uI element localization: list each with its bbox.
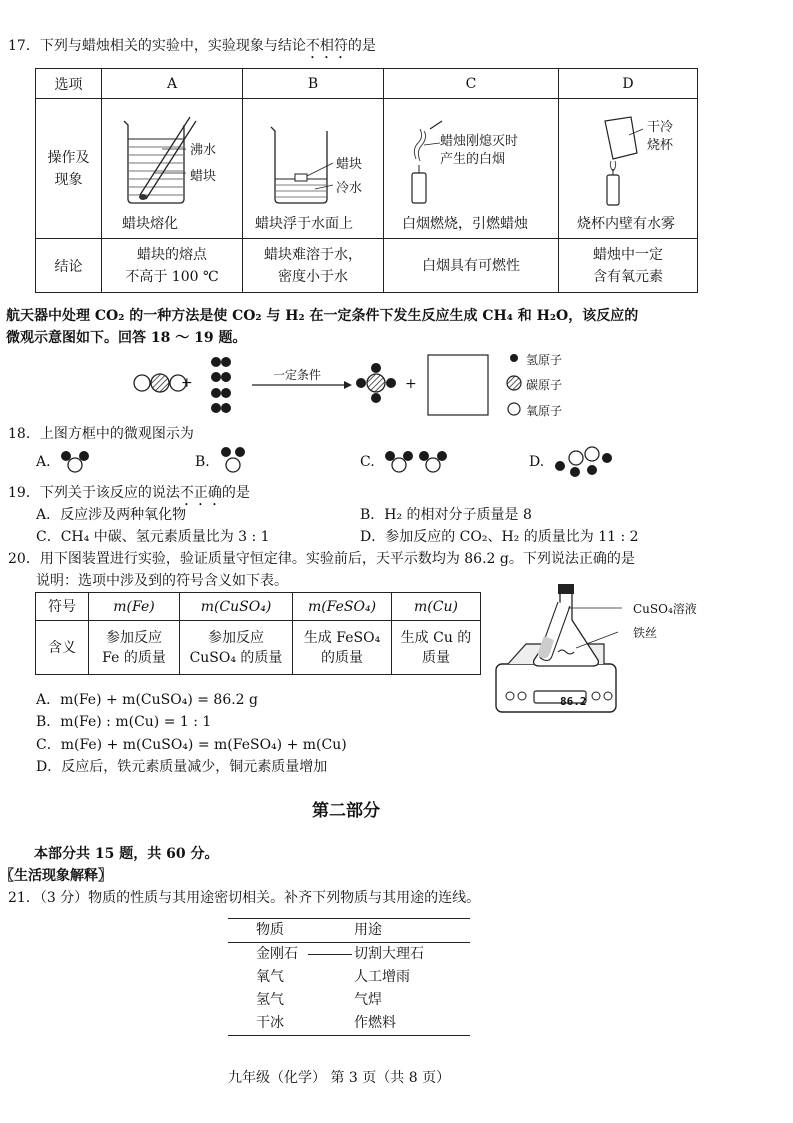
conclusion-b: 蜡块难溶于水， 密度小于水 [243,239,384,293]
part2-desc: 本部分共 15 题，共 60 分。 [34,846,219,862]
q21-use-2: 人工增雨 [354,969,410,985]
q20-option-c[interactable]: C．m(Fe) + m(CuSO₄) = m(FeSO₄) + m(Cu) [36,737,347,753]
q21-substance-3: 氢气 [256,992,284,1008]
q18-option-a[interactable]: A. [36,454,51,470]
h2-molecules [211,357,231,413]
legend-carbon: 碳原子 [526,378,563,392]
q18-option-b-figure [218,446,248,476]
scale-reading: 86.2 [560,695,587,708]
label-wax-a: 蜡块 [190,169,217,184]
arrow-condition-label: 一定条件 [273,368,322,382]
co2-carbon [151,374,169,392]
q20-header-mfeso4: m(FeSO₄) [293,593,392,621]
phenomenon-b: 蜡块浮于水面上 [255,216,353,232]
q20-meaning-mfeso4: 生成 FeSO₄ 的质量 [293,621,392,675]
q19-option-d[interactable]: D．参加反应的 CO₂、H₂ 的质量比为 11 : 2 [360,529,639,545]
q17-cell-c [384,99,559,239]
q21-connection-line [308,954,352,955]
q20-option-b[interactable]: B．m(Fe) : m(Cu) = 1 : 1 [36,714,212,730]
section-life-phenomena: 〖生活现象解释〗 [0,868,112,884]
q18-option-c[interactable]: C. [360,454,375,470]
q21-use-1: 切割大理石 [354,946,424,962]
q17-cell-b [243,99,384,239]
legend-oxygen-mark [508,403,520,415]
legend-carbon-mark [507,376,521,390]
answer-box [428,355,488,415]
q21-stem: 21．（3 分）物质的性质与其用途密切相关。补齐下列物质与其用途的连线。 [8,890,481,906]
q20-header-symbol: 符号 [36,593,89,621]
q19-option-c[interactable]: C．CH₄ 中碳、氢元素质量比为 3 : 1 [36,529,270,545]
q21-substance-2: 氧气 [256,969,284,985]
phenomenon-a: 蜡块熔化 [122,216,178,232]
q20-meaning-mfe: 参加反应 Fe 的质量 [89,621,180,675]
q21-substance-4: 干冰 [256,1015,284,1031]
q20-stem: 20．用下图装置进行实验，验证质量守恒定律。实验前后，天平示数均为 86.2 g。下列说法正确的是 [8,551,635,567]
q17-row-label-op: 操作及 现象 [36,99,102,239]
label-wax-b: 蜡块 [336,157,363,172]
label-iron-wire: 铁丝 [633,626,658,640]
co2-oxygen-left [134,375,150,391]
intro-line-1: 航天器中处理 CO₂ 的一种方法是使 CO₂ 与 H₂ 在一定条件下发生反应生成 CH₄ 和 H₂O，该反应的 [6,308,639,324]
conclusion-d: 蜡烛中一定 含有氧元素 [559,239,698,293]
q19-option-b[interactable]: B．H₂ 的相对分子质量是 8 [360,507,532,523]
q17-header-b: B [243,69,384,99]
q17-header-c: C [384,69,559,99]
q20-header-mfe: m(Fe) [89,593,180,621]
q20-header-mcuso4: m(CuSO₄) [180,593,293,621]
q19-emphasis: 不正确 [179,485,222,501]
q17-table [35,68,698,293]
reaction-micro-diagram [120,352,680,424]
label-boiling-water: 沸水 [190,143,217,158]
q21-substance-1: 金刚石 [228,943,326,967]
label-dry-cold-beaker: 干冷 烧杯 [647,120,674,153]
q19-stem: 19．下列关于该反应的说法不正确的是 [8,485,250,501]
q17-header-d: D [559,69,698,99]
reactant-plus: + [181,375,193,391]
q20-row-label: 含义 [36,621,89,675]
legend-hydrogen: 氢原子 [526,353,563,367]
conclusion-a: 蜡块的熔点 不高于 100 ℃ [102,239,243,293]
q18-option-d-figure [554,444,616,478]
q17-header-a: A [102,69,243,99]
q21-matching-table [228,918,470,1036]
q20-meaning-mcuso4: 参加反应 CuSO₄ 的质量 [180,621,293,675]
q20-meaning-mcu: 生成 Cu 的 质量 [392,621,481,675]
q18-stem: 18．上图方框中的微观图示为 [8,426,194,442]
label-cuso4-solution: CuSO₄溶液 [633,602,697,616]
q21-header-use: 用途 [326,919,470,943]
phenomenon-d: 烧杯内壁有水雾 [577,216,675,232]
q18-option-a-figure [58,448,92,474]
conclusion-c: 白烟具有可燃性 [384,239,559,293]
part2-title: 第二部分 [312,801,380,821]
q20-option-d[interactable]: D．反应后，铁元素质量减少，铜元素质量增加 [36,759,328,775]
label-white-smoke: 蜡烛刚熄灭时 产生的白烟 [440,134,519,167]
q20-note: 说明：选项中涉及到的符号含义如下表。 [36,573,288,589]
ch4-carbon [367,374,385,392]
product-plus: + [405,376,417,392]
intro-line-2: 微观示意图如下。回答 18 ～ 19 题。 [6,330,247,346]
phenomenon-c: 白烟燃烧，引燃蜡烛 [402,216,528,232]
q20-option-a[interactable]: A．m(Fe) + m(CuSO₄) = 86.2 g [36,692,258,708]
label-cold-water: 冷水 [336,181,363,196]
q21-use-3: 气焊 [354,992,382,1008]
q20-header-mcu: m(Cu) [392,593,481,621]
q21-header-substance: 物质 [228,919,326,943]
q17-cell-a [102,99,243,239]
q17-cell-d [559,99,698,239]
page-footer: 九年级（化学） 第 3 页（共 8 页） [228,1070,451,1086]
q21-use-4: 作燃料 [354,1015,396,1031]
q19-option-a[interactable]: A．反应涉及两种氧化物 [36,507,187,523]
q17-stem: 17．下列与蜡烛相关的实验中，实验现象与结论不相符的是 [8,38,376,54]
q18-option-d[interactable]: D. [529,454,545,470]
legend-oxygen: 氧原子 [526,404,563,418]
q17-emphasis: 不相符 [305,38,348,54]
q18-option-b[interactable]: B. [195,454,210,470]
q18-option-c-figure [384,448,448,474]
q17-row-label-conclusion: 结论 [36,239,102,293]
q17-header-option: 选项 [36,69,102,99]
legend-hydrogen-mark [510,354,518,362]
q20-symbol-table [35,592,481,675]
